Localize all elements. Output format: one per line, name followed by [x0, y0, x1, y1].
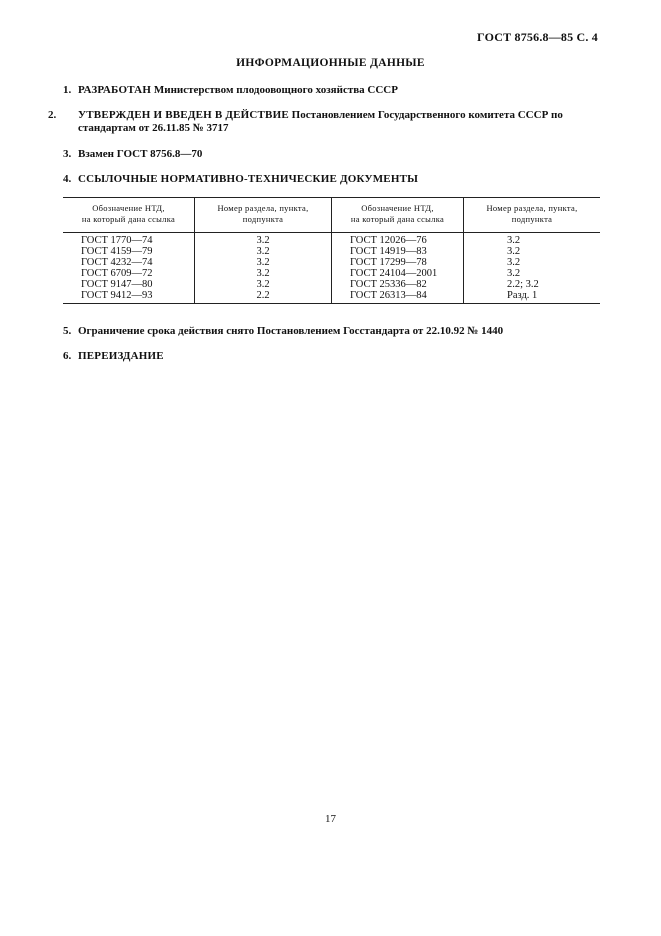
item-number: 2. [48, 109, 57, 121]
item-number: 1. [63, 84, 72, 96]
page-number: 17 [325, 813, 336, 825]
item-number: 3. [63, 148, 72, 160]
item-number: 4. [63, 173, 72, 185]
info-item-5 [63, 325, 600, 338]
header-cell-doc-left: Обозначение НТД, на который дана ссылка [81, 203, 176, 224]
column-doc-right [331, 233, 463, 303]
item-text: Постановлением Государственного комитета СССР по стандартам от 26.11.85 № 3717 [78, 109, 563, 134]
info-item-3 [63, 148, 600, 161]
item-lead: ССЫЛОЧНЫЕ НОРМАТИВНО-ТЕХНИЧЕСКИЕ ДОКУМЕНТЫ [78, 173, 419, 185]
table-cell: 3.2 [507, 268, 521, 279]
table-cell: ГОСТ 4159—79 [81, 246, 153, 257]
table-cell: 3.2 [256, 235, 270, 246]
column-doc-left [63, 233, 194, 303]
info-item-4 [63, 173, 600, 186]
item-lead: РАЗРАБОТАН [78, 84, 152, 96]
info-item-2 [48, 109, 600, 135]
table-header [63, 198, 600, 233]
table-cell: 3.2 [256, 257, 270, 268]
table-cell: ГОСТ 6709—72 [81, 268, 153, 279]
table-cell: 3.2 [256, 268, 270, 279]
document-header: ГОСТ 8756.8—85 С. 4 [477, 30, 598, 44]
info-item-1 [63, 84, 600, 97]
table-cell: 2.2 [256, 290, 270, 301]
table-cell: ГОСТ 9147—80 [81, 279, 153, 290]
item-number: 5. [63, 325, 72, 337]
info-item-6 [63, 350, 600, 363]
table-body [63, 233, 600, 303]
table-cell: 3.2 [256, 279, 270, 290]
header-cell-section-left: Номер раздела, пункта, подпункта [194, 198, 331, 232]
table-cell: 3.2 [256, 246, 270, 257]
table-cell: ГОСТ 24104—2001 [350, 268, 438, 279]
item-text: Министерством плодоовощного хозяйства СССР [153, 84, 398, 96]
table-cell: ГОСТ 14919—83 [350, 246, 427, 257]
table-cell: 3.2 [507, 257, 521, 268]
item-lead: УТВЕРЖДЕН И ВВЕДЕН В ДЕЙСТВИЕ [78, 109, 289, 121]
section-title: ИНФОРМАЦИОННЫЕ ДАННЫЕ [236, 57, 425, 69]
table-cell: ГОСТ 1770—74 [81, 235, 153, 246]
table-cell: ГОСТ 4232—74 [81, 257, 153, 268]
table-cell: ГОСТ 26313—84 [350, 290, 427, 301]
table-cell: ГОСТ 17299—78 [350, 257, 427, 268]
table-cell: ГОСТ 12026—76 [350, 235, 427, 246]
item-lead: Ограничение срока действия снято Постановлением Госстандарта от 22.10.92 № 1440 [78, 325, 504, 337]
table-cell: ГОСТ 25336—82 [350, 279, 427, 290]
table-cell: 3.2 [507, 235, 521, 246]
table-cell: 3.2 [507, 246, 521, 257]
item-number: 6. [63, 350, 72, 362]
column-section-left [194, 233, 331, 303]
column-section-right [463, 233, 600, 303]
header-cell-doc-right: Обозначение НТД, на который дана ссылка [331, 198, 463, 232]
header-cell-section-right: Номер раздела, пункта, подпункта [463, 198, 600, 232]
table-cell: Разд. 1 [507, 290, 538, 301]
item-lead: Взамен ГОСТ 8756.8—70 [78, 148, 203, 160]
table-cell: ГОСТ 9412—93 [81, 290, 153, 301]
table-cell: 2.2; 3.2 [507, 279, 539, 290]
item-lead: ПЕРЕИЗДАНИЕ [78, 350, 164, 362]
references-table [63, 197, 600, 304]
